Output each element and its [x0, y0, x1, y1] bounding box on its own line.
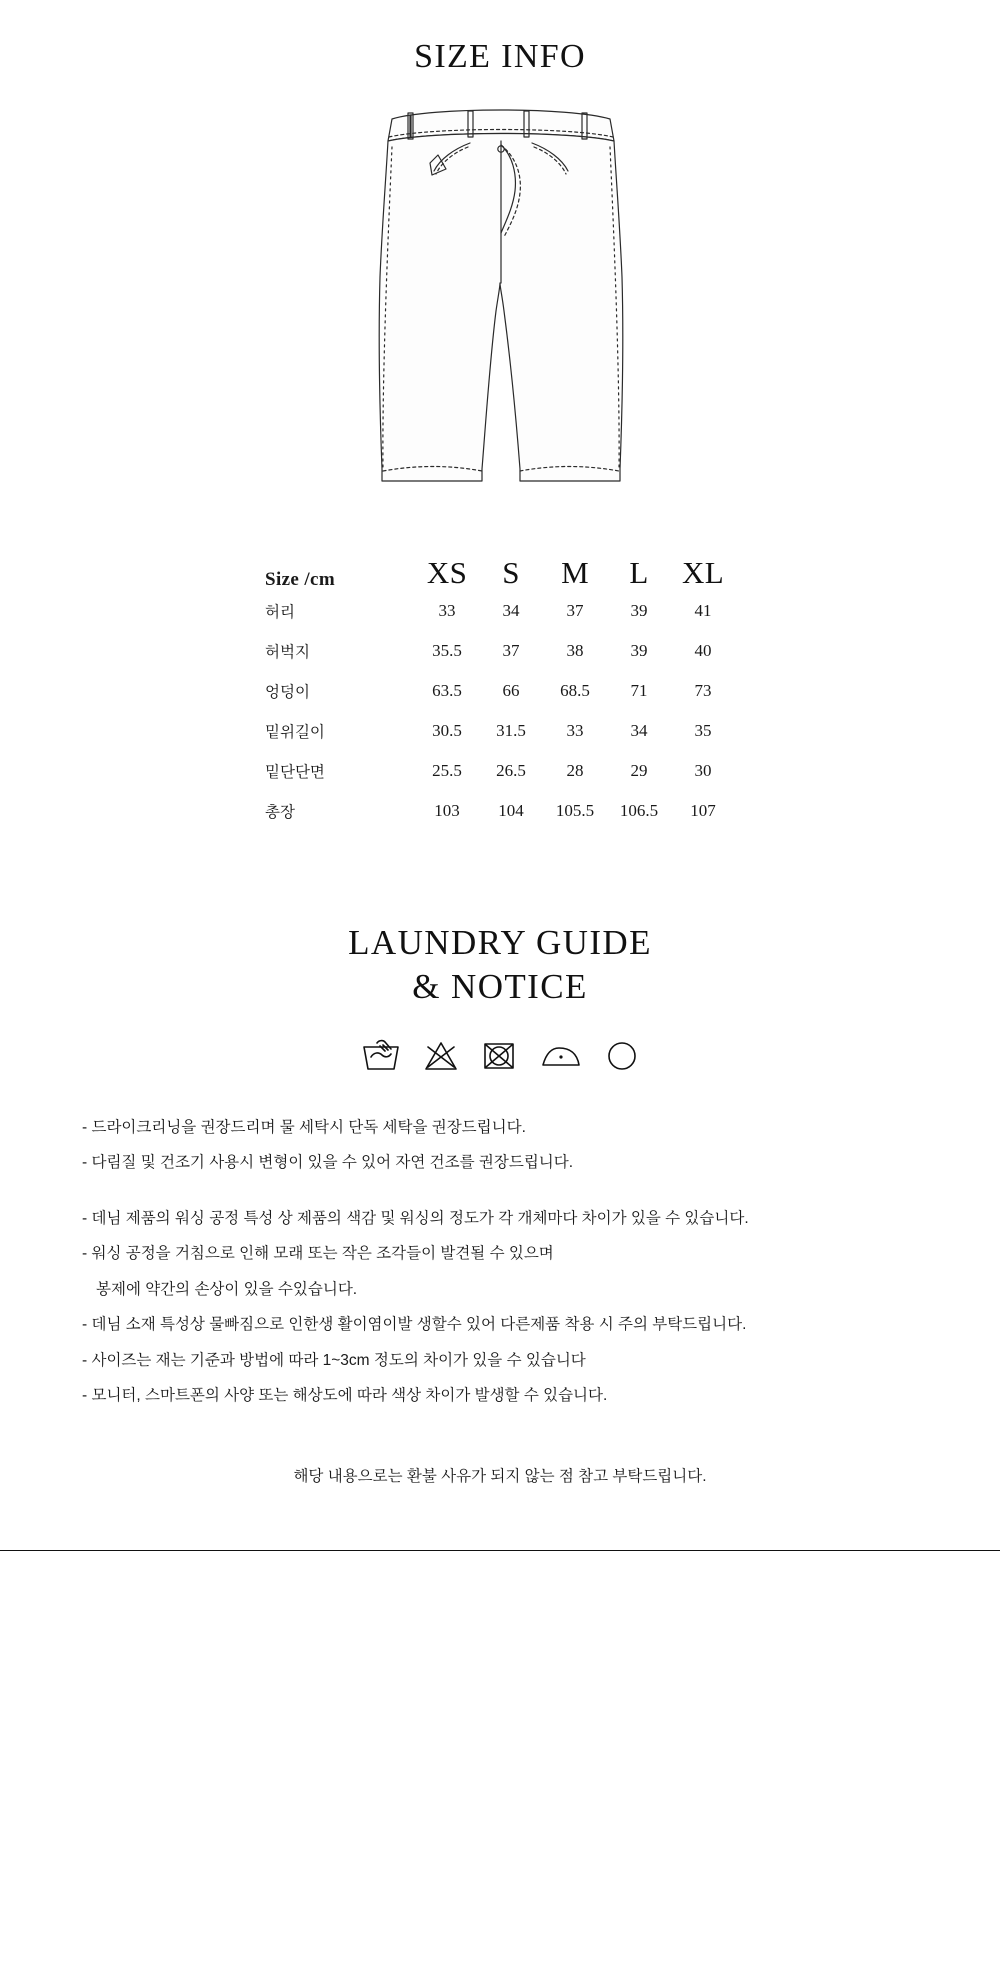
- measure-rise-m: 33: [566, 721, 584, 741]
- notice-line-5: 봉제에 약간의 손상이 있을 수있습니다.: [96, 1280, 358, 1298]
- measure-label-hip: 엉덩이: [265, 684, 310, 702]
- measure-label-hem: 밑단단면: [265, 764, 325, 782]
- measure-rise-l: 34: [630, 721, 648, 741]
- table-row: [265, 671, 735, 711]
- measure-label-thigh: 허벅지: [265, 644, 310, 662]
- size-column-header-m: M: [561, 555, 589, 591]
- table-row: [265, 711, 735, 751]
- size-column-header-l: L: [629, 555, 649, 591]
- size-table-container: [0, 535, 1000, 831]
- laundry-guide-section: [0, 917, 1000, 1073]
- measure-thigh-xs: 35.5: [432, 641, 462, 661]
- measure-label-total-length: 총장: [265, 804, 295, 822]
- care-symbols-row: [0, 1039, 1000, 1073]
- measure-hem-s: 26.5: [496, 761, 526, 781]
- hand-wash-icon: [361, 1039, 401, 1073]
- notice-line-7: - 사이즈는 재는 기준과 방법에 따라 1~3cm 정도의 차이가 있을 수 있습니다: [82, 1351, 586, 1369]
- measure-hip-s: 66: [502, 681, 520, 701]
- notice-line-8: - 모니터, 스마트폰의 사양 또는 해상도에 따라 색상 차이가 발생할 수 있습니다.: [82, 1387, 608, 1405]
- measure-label-waist: 허리: [265, 604, 295, 622]
- table-row: [265, 631, 735, 671]
- measure-waist-s: 34: [502, 601, 520, 621]
- no-bleach-icon: [423, 1039, 459, 1073]
- laundry-guide-heading-line1: LAUNDRY GUIDE: [348, 923, 652, 963]
- table-row: [265, 591, 735, 631]
- measure-total-length-s: 104: [498, 801, 524, 821]
- notice-line-6: - 데님 소재 특성상 물빠짐으로 인한생 활이염이발 생할수 있어 다른제품 착용 시 주의 부탁드립니다.: [82, 1316, 747, 1334]
- measure-hip-xs: 63.5: [432, 681, 462, 701]
- measure-total-length-xl: 107: [690, 801, 716, 821]
- measure-hem-xs: 25.5: [432, 761, 462, 781]
- size-column-header-xs: XS: [426, 555, 468, 591]
- size-table: [265, 535, 735, 831]
- notice-spacer: [82, 1188, 930, 1208]
- measure-thigh-s: 37: [502, 641, 520, 661]
- laundry-guide-heading: [0, 917, 1000, 1009]
- notice-line-4: - 워싱 공정을 거침으로 인해 모래 또는 작은 조각들이 발견될 수 있으며: [82, 1245, 554, 1263]
- measure-waist-xl: 41: [694, 601, 712, 621]
- notice-line-3: - 데님 제품의 워싱 공정 특성 상 제품의 색감 및 워싱의 정도가 각 개체마다 차이가 있을 수 있습니다.: [82, 1209, 749, 1227]
- notice-block: [70, 1117, 930, 1408]
- refund-notice-text: 해당 내용으로는 환불 사유가 되지 않는 점 참고 부탁드립니다.: [293, 1467, 707, 1485]
- table-row: [265, 791, 735, 831]
- measure-waist-xs: 33: [438, 601, 456, 621]
- bottom-spacer: [0, 1551, 1000, 1589]
- table-row: [265, 751, 735, 791]
- measure-thigh-xl: 40: [694, 641, 712, 661]
- measure-hip-l: 71: [630, 681, 648, 701]
- measure-thigh-m: 38: [566, 641, 584, 661]
- measure-waist-m: 37: [566, 601, 584, 621]
- notice-line-2: - 다림질 및 건조기 사용시 변형이 있을 수 있어 자연 건조를 권장드립니다.: [82, 1154, 574, 1172]
- notice-line-1: - 드라이크리닝을 권장드리며 물 세탁시 단독 세탁을 권장드립니다.: [82, 1118, 526, 1136]
- size-table-header-row: [265, 535, 735, 591]
- product-illustration-container: [0, 97, 1000, 497]
- size-column-header-xl: XL: [682, 555, 724, 591]
- measure-total-length-l: 106.5: [619, 801, 659, 821]
- size-column-header-s: S: [502, 555, 520, 591]
- size-table-unit-header: Size /cm: [265, 569, 336, 591]
- measure-rise-xl: 35: [694, 721, 712, 741]
- wide-denim-pants-technical-drawing: [370, 97, 630, 497]
- measure-hem-xl: 30: [694, 761, 712, 781]
- measure-total-length-m: 105.5: [555, 801, 595, 821]
- iron-low-heat-icon: [539, 1039, 583, 1073]
- measure-thigh-l: 39: [630, 641, 648, 661]
- measure-label-rise: 밑위길이: [265, 724, 325, 742]
- laundry-guide-heading-line2: & NOTICE: [412, 967, 588, 1007]
- measure-hip-xl: 73: [694, 681, 712, 701]
- measure-hip-m: 68.5: [560, 681, 590, 701]
- size-info-heading: SIZE INFO: [414, 38, 586, 75]
- dry-clean-any-solvent-icon: [605, 1039, 639, 1073]
- measure-rise-s: 31.5: [496, 721, 526, 741]
- measure-total-length-xs: 103: [434, 801, 460, 821]
- measure-rise-xs: 30.5: [432, 721, 462, 741]
- measure-waist-l: 39: [630, 601, 648, 621]
- measure-hem-l: 29: [630, 761, 648, 781]
- measure-hem-m: 28: [566, 761, 584, 781]
- do-not-tumble-dry-icon: [481, 1039, 517, 1073]
